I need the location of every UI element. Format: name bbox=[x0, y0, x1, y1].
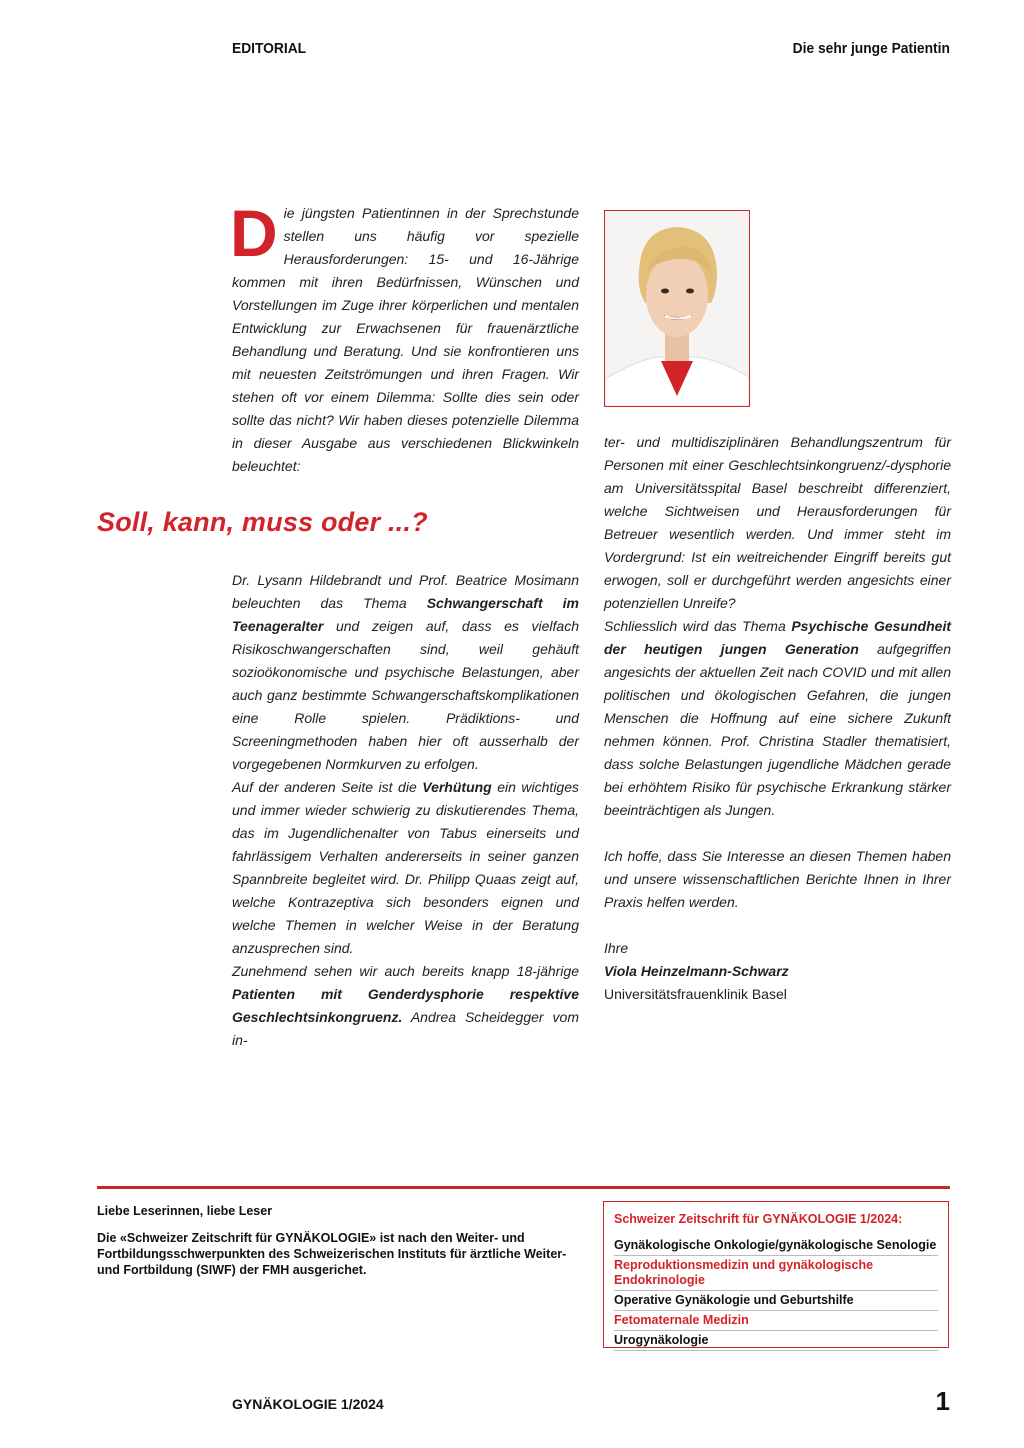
page-number: 1 bbox=[935, 1386, 950, 1416]
box-list-item: Gynäkologische Onkologie/gynäkologische Senologie bbox=[614, 1236, 938, 1256]
footer-journal: GYNÄKOLOGIE 1/2024 bbox=[232, 1396, 384, 1412]
column-right bbox=[604, 431, 951, 1006]
box-list-item: Fetomaternale Medizin bbox=[614, 1311, 938, 1331]
intro-paragraph bbox=[230, 196, 579, 478]
dropcap: D bbox=[230, 196, 278, 270]
issue-topics-box bbox=[603, 1201, 949, 1348]
box-title: Schweizer Zeitschrift für GYNÄKOLOGIE 1/2024: bbox=[614, 1212, 903, 1226]
closing-word: Ihre bbox=[604, 940, 629, 956]
box-list-item: Reproduktionsmedizin und gynäkologische Endokrinologie bbox=[614, 1256, 938, 1291]
topic-gender: Patienten mit Genderdysphorie respektive Geschlechtsinkongruenz. bbox=[232, 986, 579, 1025]
paragraph-mental-health: Schliesslich wird das Thema Psychische Gesundheit der heutigen jungen Generation aufgegriffen angesichts der aktuellen Zeit nach COVID und mit allen politischen und ökologischen Gefahren, die jungen Menschen die Hoffnung auf eine sichere Zukunft nehmen können. Prof. Christina Stadler thematisiert, dass solche Belastungen jugendliche Mädchen gerade bei erhöhtem Risiko für psychische Erkrankung stärker beeinträchtigen als Jungen. bbox=[604, 618, 951, 818]
paragraph-closing: Ich hoffe, dass Sie Interesse an diesen Themen haben und unsere wissenschaftlichen Berichte Ihnen in Ihrer Praxis helfen werden. bbox=[604, 848, 951, 910]
topic-mental-health: Psychische Gesundheit der heutigen jungen Generation bbox=[604, 618, 951, 657]
topic-pregnancy: Schwangerschaft im Teenageralter bbox=[232, 595, 579, 634]
paragraph-pregnancy: Dr. Lysann Hildebrandt und Prof. Beatrice Mosimann beleuchten das Thema Schwangerschaft im Teenageralter und zeigen auf, dass es vielfach Risikoschwangerschaften sind, weil gehäuft sozioökonomische und psychische Belastungen, aber auch ganz bestimmte Schwangerschaftskomplikationen eine Rolle spielen. Prädiktions- und Screeningmethoden haben hier oft ausserhalb der vorgegebenen Normkurven zu erfolgen. bbox=[232, 572, 579, 772]
divider-rule bbox=[97, 1186, 950, 1189]
author-affiliation: Universitätsfrauenklinik Basel bbox=[604, 986, 787, 1002]
portrait-image bbox=[605, 211, 749, 406]
paragraph-gender: Zunehmend sehen wir auch bereits knapp 18-jährige Patienten mit Genderdysphorie respektive Geschlechtsinkongruenz. Andrea Scheidegger vom in- bbox=[232, 963, 579, 1048]
author-name: Viola Heinzelmann-Schwarz bbox=[604, 963, 789, 979]
box-list-item: Urogynäkologie bbox=[614, 1331, 938, 1351]
author-photo bbox=[604, 210, 750, 407]
paragraph-contraception: Auf der anderen Seite ist die Verhütung ein wichtiges und immer wieder schwierig zu diskutierendes Thema, das im Jugendlichenalter von Tabus einerseits und fahrlässigem Verhalten andererseits in seiner ganzen Spannbreite begleitet wird. Dr. Philipp Quaas zeigt auf, welche Kontrazeptiva sich besonders eignen und welche Themen in welcher Weise in der Beratung anzusprechen sind. bbox=[232, 779, 580, 956]
box-list bbox=[614, 1236, 938, 1351]
section-label: EDITORIAL bbox=[232, 40, 307, 57]
column-left bbox=[232, 569, 579, 1052]
paragraph-gender-cont: ter- und multidisziplinären Behandlungszentrum für Personen mit einer Geschlechtsinkongruenz/-dysphorie am Universitätsspital Basel beschreibt differenziert, welche Sichtweisen und Herausforderungen für Betreuer wesentlich werden. Und immer steht im Vordergrund: Ist ein weitreichender Eingriff bereits gut erwogen, soll er durchgeführt werden angesichts einer potenziellen Unreife? bbox=[604, 434, 951, 611]
intro-text: ie jüngsten Patientinnen in der Sprechstunde stellen uns häufig vor spezielle Herausforderungen: 15- und 16-Jährige kommen mit ihren Bedürfnissen, Wünschen und Vorstellungen im Zuge ihrer körperlichen und mentalen Entwicklung zur Erwachsenen für frauenärztliche Behandlung und Beratung. Und sie konfrontieren uns mit neuesten Zeitströmungen und ihren Fragen. Wir stehen oft vor einem Dilemma: Sollte dies sein oder sollte das nicht? Wir haben dieses potenzielle Dilemma in dieser Ausgabe aus verschiedenen Blickwinkeln beleuchtet: bbox=[232, 205, 579, 474]
footnote-text: Die «Schweizer Zeitschrift für GYNÄKOLOGIE» ist nach den Weiter- und Fortbildungsschwerpunkten des Schweizerischen Instituts für ärztliche Weiter- und Fortbildung (SIWF) der FMH ausgerichet. bbox=[97, 1231, 567, 1277]
headline: Soll, kann, muss oder ...? bbox=[97, 507, 428, 537]
topic-contraception: Verhütung bbox=[422, 779, 492, 795]
footnote-greeting: Liebe Leserinnen, liebe Leser bbox=[97, 1204, 273, 1218]
box-list-item: Operative Gynäkologie und Geburtshilfe bbox=[614, 1291, 938, 1311]
article-topic: Die sehr junge Patientin bbox=[792, 40, 950, 57]
